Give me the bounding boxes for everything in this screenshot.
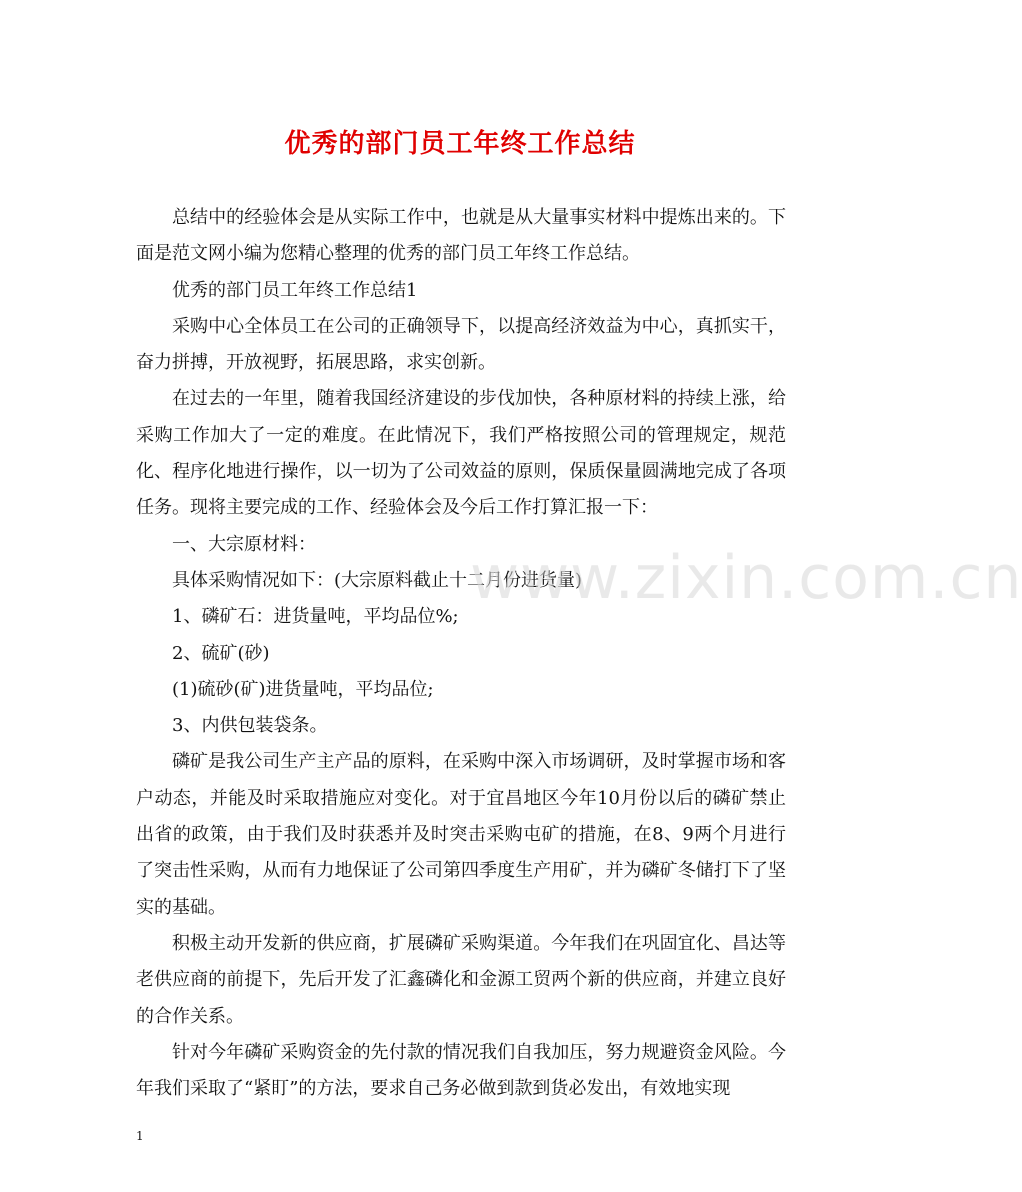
paragraph: 磷矿是我公司生产主产品的原料，在采购中深入市场调研，及时掌握市场和客户动态，并能及时采取措施应对变化。对于宜昌地区今年10月份以后的磷矿禁止出省的政策，由于我们及时获悉并及时突击采购屯矿的措施，在8、9两个月进行了突击性采购，从而有力地保证了公司第四季度生产用矿，并为磷矿冬储打下了坚实的基础。	[136, 751, 786, 918]
paragraph: 采购中心全体员工在公司的正确领导下，以提高经济效益为中心，真抓实干，奋力拼搏，开放视野，拓展思路，求实创新。	[136, 315, 786, 374]
list-item: 3、内供包装袋条。	[172, 715, 328, 737]
paragraph-section-heading: 优秀的部门员工年终工作总结1	[172, 279, 418, 301]
list-item: 1、磷矿石：进货量吨，平均品位%;	[172, 606, 459, 628]
paragraph-intro: 总结中的经验体会是从实际工作中，也就是从大量事实材料中提炼出来的。下面是范文网小编为您精心整理的优秀的部门员工年终工作总结。	[136, 207, 786, 265]
paragraph: 在过去的一年里，随着我国经济建设的步伐加快，各种原材料的持续上涨，给采购工作加大了一定的难度。在此情况下，我们严格按照公司的管理规定，规范化、程序化地进行操作，以一切为了公司效益的原则，保质保量圆满地完成了各项任务。现将主要完成的工作、经验体会及今后工作打算汇报一下：	[136, 388, 786, 519]
page-number: 1	[136, 1129, 144, 1143]
paragraph: 针对今年磷矿采购资金的先付款的情况我们自我加压，努力规避资金风险。今年我们采取了“紧盯”的方法，要求自己务必做到款到货必发出，有效地实现	[136, 1041, 786, 1100]
paragraph: 积极主动开发新的供应商，扩展磷矿采购渠道。今年我们在巩固宜化、昌达等老供应商的前提下，先后开发了汇鑫磷化和金源工贸两个新的供应商，并建立良好的合作关系。	[136, 932, 786, 1027]
document-title: 优秀的部门员工年终工作总结	[284, 129, 636, 159]
paragraph: 具体采购情况如下：(大宗原料截止十二月份进货量)	[172, 569, 583, 591]
list-item: 2、硫矿(砂)	[172, 642, 270, 664]
paragraph-subheading: 一、大宗原材料：	[172, 533, 316, 555]
watermark: www.zixin.com.cn	[470, 543, 1022, 613]
list-item: (1)硫砂(矿)进货量吨，平均品位;	[172, 678, 434, 700]
document-body	[136, 200, 786, 1107]
